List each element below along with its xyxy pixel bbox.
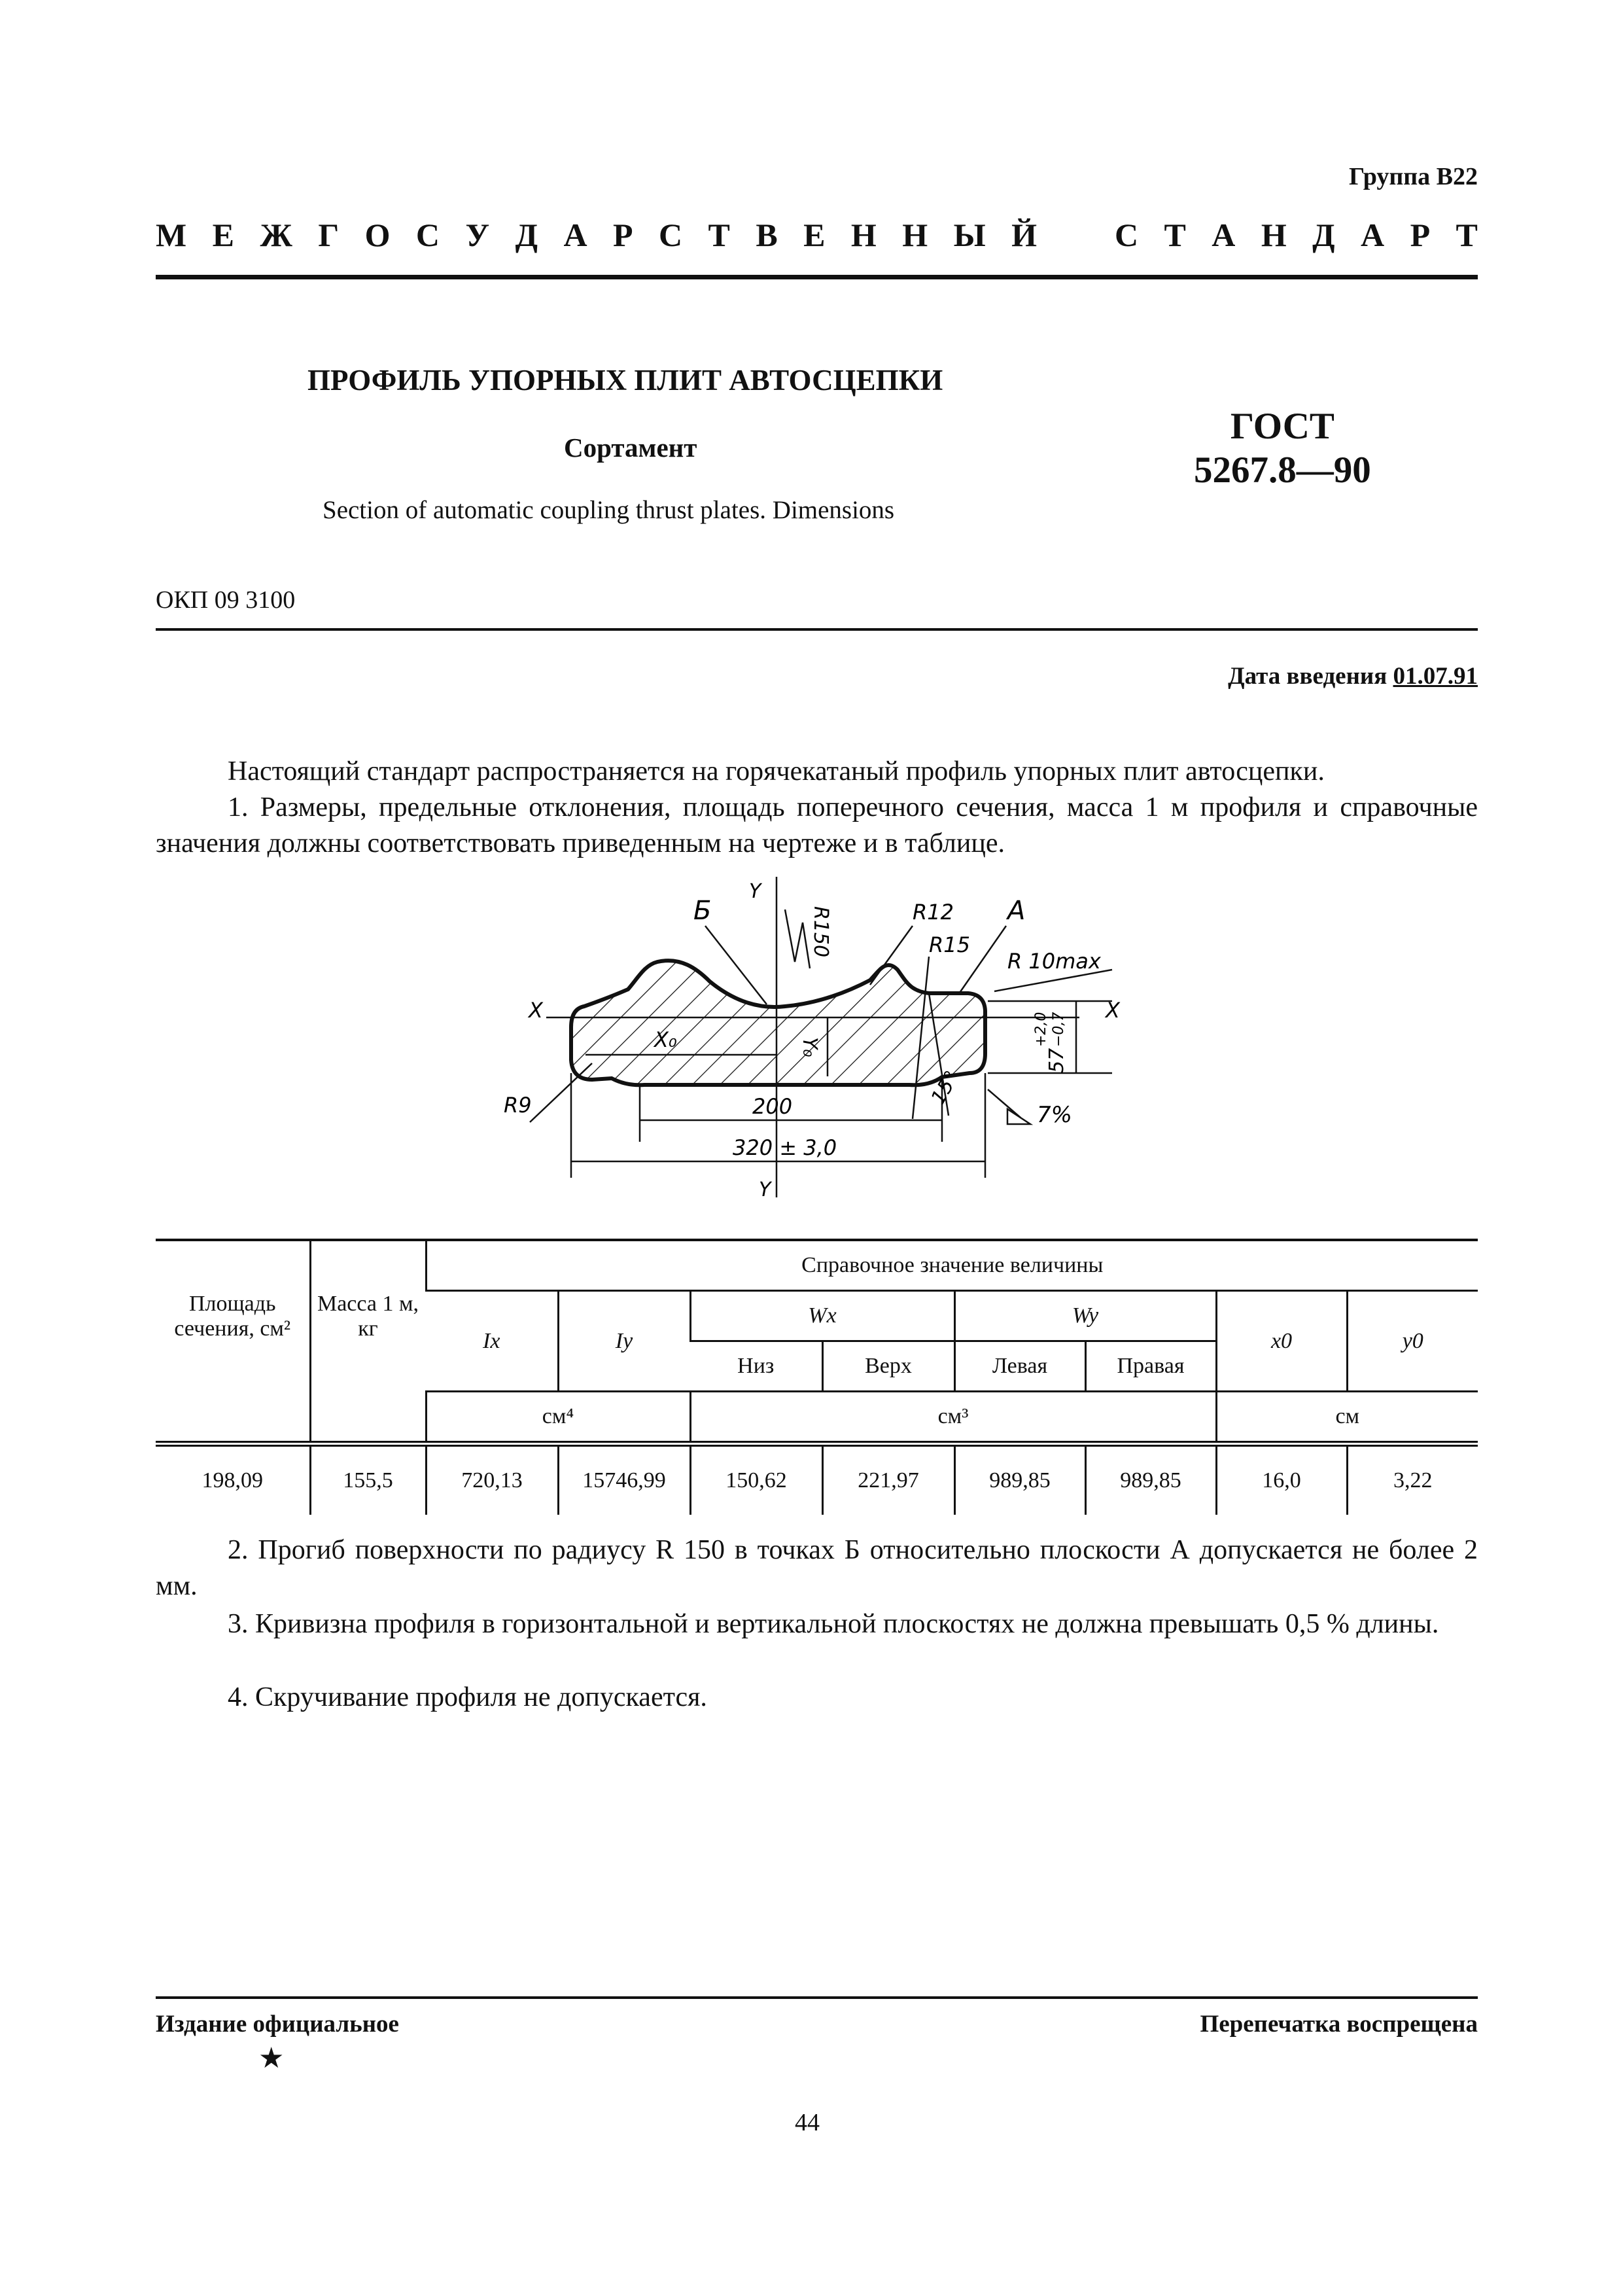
- paragraph-2: 2. Прогиб поверхности по радиусу R 150 в точках Б относительно плоскости А допускается не более 2 мм.: [156, 1535, 1478, 1602]
- label-tol-plus: +2,0: [1033, 1012, 1049, 1047]
- banner-letter: Е: [803, 217, 826, 253]
- label-y-bottom: Y: [759, 1178, 771, 1201]
- header-rule: [156, 275, 1478, 279]
- label-r12: R12: [913, 900, 954, 925]
- units-empty-1: [156, 1392, 310, 1444]
- header-x0: x0: [1216, 1291, 1347, 1392]
- table-row: [156, 1444, 1478, 1515]
- okp-rule: [156, 628, 1478, 631]
- label-r150: R150: [809, 906, 832, 958]
- gost-number: [1194, 404, 1371, 493]
- header-iy: Iy: [558, 1291, 690, 1392]
- cell-x0: 16,0: [1216, 1444, 1347, 1515]
- banner-letter: Р: [1410, 217, 1431, 253]
- okp-code: ОКП 09 3100: [156, 586, 296, 614]
- banner-letter: М: [156, 217, 187, 253]
- cell-ix: 720,13: [426, 1444, 558, 1515]
- official-edition: Издание официальное: [156, 2011, 399, 2038]
- star-icon: ★: [258, 2042, 285, 2074]
- banner-letter: Г: [318, 217, 340, 253]
- header-area: Площадь сечения, см²: [156, 1240, 310, 1392]
- units-cm: см: [1216, 1392, 1478, 1444]
- page-number: 44: [795, 2109, 820, 2136]
- banner-letter: Ы: [953, 217, 986, 253]
- units-cm4: см⁴: [426, 1392, 690, 1444]
- cell-mass: 155,5: [310, 1444, 426, 1515]
- paragraph-1: 1. Размеры, предельные отклонения, площадь поперечного сечения, масса 1 м профиля и справочные значения должны соответствовать приведенным на чертеже и в таблице.: [156, 792, 1478, 859]
- gost-code: 5267.8—90: [1194, 450, 1371, 491]
- label-y-top: Y: [749, 880, 761, 903]
- specification-table: [156, 1239, 1478, 1515]
- header-wy: Wy: [954, 1291, 1216, 1341]
- units-empty-2: [310, 1392, 426, 1444]
- header-wx: Wx: [690, 1291, 954, 1341]
- label-r9: R9: [504, 1093, 532, 1118]
- header-niz: Низ: [690, 1341, 822, 1392]
- cell-area: 198,09: [156, 1444, 310, 1515]
- banner-letter: Н: [850, 217, 877, 253]
- slope-triangle-icon: [1007, 1109, 1030, 1124]
- label-200: 200: [752, 1094, 793, 1119]
- label-x-left: X: [529, 998, 543, 1023]
- label-tol-minus: −0,7: [1051, 1012, 1067, 1047]
- reprint-forbidden: Перепечатка воспрещена: [1200, 2011, 1478, 2038]
- paragraph-scope: Настоящий стандарт распространяется на горячекатаный профиль упорных плит автосцепки.: [228, 756, 1325, 786]
- header-verh: Верх: [822, 1341, 954, 1392]
- banner-letter: А: [1361, 217, 1385, 253]
- banner-letter: В: [756, 217, 778, 253]
- label-7pct: 7%: [1037, 1102, 1072, 1128]
- banner-letter: Е: [212, 217, 234, 253]
- banner-letter: Д: [1312, 217, 1335, 253]
- header-ix: Ix: [426, 1291, 558, 1392]
- banner-letter: Ж: [260, 217, 292, 253]
- date-label: Дата введения: [1228, 663, 1387, 690]
- banner-letter: Р: [613, 217, 633, 253]
- banner-letter: А: [1212, 217, 1236, 253]
- banner-letter: Д: [515, 217, 538, 253]
- footer-rule: [156, 1996, 1478, 1999]
- header-pravaya: Правая: [1085, 1341, 1216, 1392]
- leader-7pct: [988, 1089, 1021, 1118]
- header-y0: y0: [1347, 1291, 1478, 1392]
- date-value: 01.07.91: [1393, 663, 1478, 690]
- banner-letter: Й: [1011, 217, 1038, 253]
- label-r15: R15: [929, 932, 970, 957]
- cell-iy: 15746,99: [558, 1444, 690, 1515]
- label-320: 320 ± 3,0: [733, 1135, 837, 1160]
- banner-letter: С: [415, 217, 440, 253]
- banner-letter: Н: [902, 217, 928, 253]
- document-title: ПРОФИЛЬ УПОРНЫХ ПЛИТ АВТОСЦЕПКИ: [307, 364, 943, 397]
- profile-drawing: [484, 870, 1138, 1224]
- cell-wx-niz: 150,62: [690, 1444, 822, 1515]
- paragraph-3: 3. Кривизна профиля в горизонтальной и вертикальной плоскостях не должна превышать 0,5 % длины.: [228, 1609, 1439, 1639]
- banner-letter: С: [1114, 217, 1139, 253]
- header-mass: Масса 1 м, кг: [310, 1240, 426, 1392]
- banner-letter: Т: [1164, 217, 1186, 253]
- label-57: 57: [1045, 1048, 1068, 1073]
- banner-letter: Т: [708, 217, 730, 253]
- document-subtitle: Сортамент: [564, 433, 697, 463]
- label-y0: Y₀: [798, 1037, 821, 1057]
- units-cm3: см³: [690, 1392, 1216, 1444]
- cell-wy-levaya: 989,85: [954, 1444, 1085, 1515]
- label-r10max: R 10max: [1007, 949, 1101, 974]
- banner-letter: С: [658, 217, 683, 253]
- banner-letter: У: [465, 217, 490, 253]
- label-b: Б: [693, 896, 712, 926]
- gost-label: ГОСТ: [1230, 406, 1335, 447]
- group-code: Группа В22: [1348, 163, 1478, 190]
- header-levaya: Левая: [954, 1341, 1085, 1392]
- cell-wx-verh: 221,97: [822, 1444, 954, 1515]
- english-title: Section of automatic coupling thrust plates. Dimensions: [323, 496, 895, 524]
- label-x-right: X: [1106, 998, 1120, 1023]
- header-reference: Справочное значение величины: [426, 1240, 1478, 1291]
- r150-leader: [785, 910, 810, 968]
- cell-y0: 3,22: [1347, 1444, 1478, 1515]
- cell-wy-pravaya: 989,85: [1085, 1444, 1216, 1515]
- leader-r9: [530, 1063, 592, 1122]
- banner-letter: Н: [1261, 217, 1287, 253]
- label-15deg: 15°: [926, 1067, 964, 1108]
- banner-letter: А: [563, 217, 587, 253]
- standard-banner: [156, 216, 1478, 254]
- banner-gap: [1063, 216, 1089, 254]
- banner-letter: Т: [1456, 217, 1478, 253]
- paragraph-4: 4. Скручивание профиля не допускается.: [228, 1682, 707, 1712]
- label-x0: X₀: [654, 1027, 677, 1052]
- introduction-date: [1228, 662, 1478, 690]
- label-a: A: [1007, 896, 1026, 926]
- banner-letter: О: [364, 217, 391, 253]
